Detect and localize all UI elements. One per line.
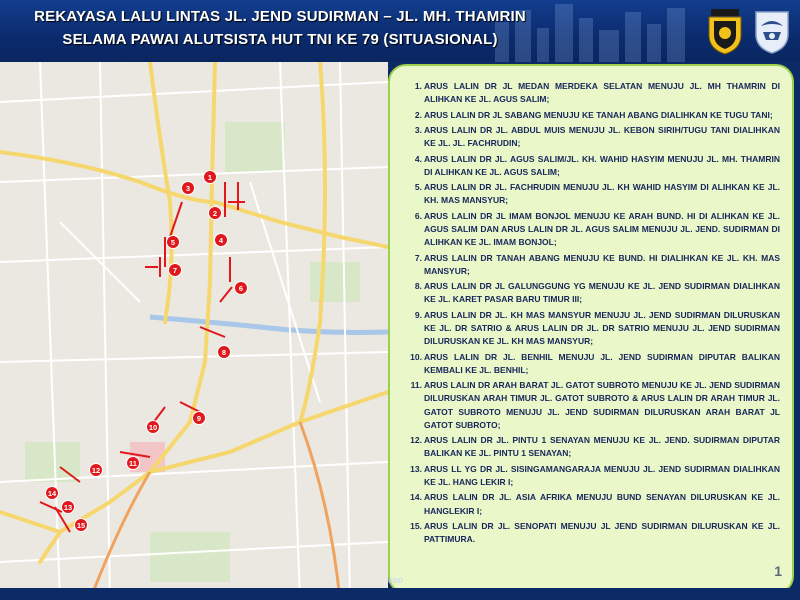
instruction-text: ARUS LALIN DR JL IMAM BONJOL MENUJU KE ARAH BUND. HI DI ALIHKAN KE JL. AGUS SALIM DAN ARUS LALIN DR JL. AGUS SALIM MENUJU JL. JEND. SUDIRMAN DI ALIHKAN KE JL. IMAM BONJOL;	[424, 210, 780, 248]
instruction-number: 7.	[414, 252, 422, 263]
instruction-number: 3.	[414, 124, 422, 135]
instruction-text: ARUS LALIN DR JL. BENHIL MENUJU JL. JEND SUDIRMAN DIPUTAR BALIKAN KEMBALI KE JL. BENHIL;	[424, 351, 780, 375]
instruction-item-13	[402, 463, 780, 489]
map-marker-15[interactable]: 15	[74, 518, 88, 532]
instruction-item-2	[402, 109, 780, 122]
instruction-number: 5.	[414, 182, 422, 193]
instruction-text: ARUS LALIN DR JL. ASIA AFRIKA MENUJU BUND SENAYAN DILURUSKAN KE JL. HANGLEKIR I;	[424, 492, 780, 516]
map-marker-4[interactable]: 4	[214, 233, 228, 247]
footer-text: epo	[388, 575, 404, 585]
map-marker-12[interactable]: 12	[89, 463, 103, 477]
instruction-number: 2.	[414, 109, 422, 120]
map-marker-13[interactable]: 13	[61, 500, 75, 514]
instruction-item-11	[402, 379, 780, 432]
instruction-text: ARUS LALIN DR JL MEDAN MERDEKA SELATAN MENUJU JL. MH THAMRIN DI ALIHKAN KE JL. AGUS SALIM;	[424, 81, 780, 105]
page-title-line2: SELAMA PAWAI ALUTSISTA HUT TNI KE 79 (SITUASIONAL)	[62, 31, 498, 48]
instruction-item-4	[402, 153, 780, 179]
instruction-item-5	[402, 181, 780, 207]
instruction-number: 1.	[414, 81, 422, 91]
instruction-number: 11.	[410, 380, 422, 391]
instruction-item-1	[402, 80, 780, 106]
instruction-text: ARUS LALIN DR JL GALUNGGUNG YG MENUJU KE JL. JEND SUDIRMAN DIALIHKAN KE JL. KARET PASAR BARU TIMUR III;	[424, 281, 780, 305]
instruction-number: 15.	[410, 520, 422, 531]
map-marker-14[interactable]: 14	[45, 486, 59, 500]
instruction-number: 9.	[414, 309, 422, 320]
map-marker-9[interactable]: 9	[192, 411, 206, 425]
map-marker-5[interactable]: 5	[166, 235, 180, 249]
instruction-number: 10.	[410, 351, 422, 362]
map-marker-2[interactable]: 2	[208, 206, 222, 220]
instruction-item-8	[402, 280, 780, 306]
instruction-text: ARUS LALIN DR JL. KH MAS MANSYUR MENUJU JL. JEND SUDIRMAN DILURUSKAN KE JL. DR SATRIO & ARUS LALIN DR JL. DR SATRIO MENUJU JL. JEND SUDIRMAN DILURUSKAN KE JL. KH MAS MANSYUR;	[424, 309, 780, 347]
instruction-number: 6.	[414, 210, 422, 221]
instruction-item-12	[402, 434, 780, 460]
footer-strip	[0, 588, 800, 600]
instruction-text: ARUS LALIN DR JL. AGUS SALIM/JL. KH. WAHID HASYIM MENUJU JL. MH. THAMRIN DI ALIHKAN KE JL. AGUS SALIM;	[424, 153, 780, 177]
instruction-item-14	[402, 491, 780, 517]
page-title-line1: REKAYASA LALU LINTAS JL. JEND SUDIRMAN – JL. MH. THAMRIN	[34, 8, 526, 25]
instruction-text: ARUS LALIN DR JL SABANG MENUJU KE TANAH ABANG DIALIHKAN KE TUGU TANI;	[424, 109, 773, 120]
instruction-item-10	[402, 351, 780, 377]
map-roads-layer	[0, 62, 388, 600]
traffic-police-logo	[752, 8, 792, 54]
instruction-item-9	[402, 309, 780, 349]
map-marker-3[interactable]: 3	[181, 181, 195, 195]
instruction-number: 8.	[414, 281, 422, 292]
police-metro-logo	[706, 9, 744, 55]
instruction-number: 12.	[410, 435, 422, 446]
map-marker-7[interactable]: 7	[168, 263, 182, 277]
instruction-item-3	[402, 124, 780, 150]
instruction-number: 13.	[410, 463, 422, 474]
page-number: 1	[774, 563, 782, 579]
instruction-item-7	[402, 252, 780, 278]
instruction-text: ARUS LALIN DR JL. PINTU 1 SENAYAN MENUJU KE JL. JEND. SUDIRMAN DIPUTAR BALIKAN KE JL. PINTU 1 SENAYAN;	[424, 435, 780, 459]
map-marker-6[interactable]: 6	[234, 281, 248, 295]
instruction-text: ARUS LALIN DR JL. SENOPATI MENUJU JL JEND SUDIRMAN DILURUSKAN KE JL. PATTIMURA.	[424, 520, 780, 545]
instruction-text: ARUS LALIN DR JL. FACHRUDIN MENUJU JL. KH WAHID HASYIM DI ALIHKAN KE JL. KH. MAS MANSYUR;	[424, 182, 780, 206]
instruction-text: ARUS LALIN DR ARAH BARAT JL. GATOT SUBROTO MENUJU KE JL. JEND SUDIRMAN DILURUSKAN ARAH TIMUR JL. GATOT SUBROTO & ARUS LALIN DR ARAH TIMUR JL. GATOT SUBROTO MENUJU JL. JEND SUDIRMAN DILURUSKAN ARAH BARAT JL GATOT SUBROTO;	[424, 380, 780, 430]
instruction-number: 4.	[414, 153, 422, 164]
instructions-list	[402, 80, 780, 546]
map-marker-8[interactable]: 8	[217, 345, 231, 359]
traffic-map[interactable]	[0, 62, 388, 600]
instruction-text: ARUS LALIN DR JL. ABDUL MUIS MENUJU JL. KEBON SIRIH/TUGU TANI DIALIHKAN KE JL. JL. FACHRUDIN;	[424, 124, 780, 149]
header-banner	[0, 0, 800, 62]
map-marker-11[interactable]: 11	[126, 456, 140, 470]
instructions-panel	[388, 64, 794, 594]
instruction-text: ARUS LALIN DR TANAH ABANG MENUJU KE BUND. HI DIALIHKAN KE JL. KH. MAS MANSYUR;	[424, 252, 780, 276]
map-marker-10[interactable]: 10	[146, 420, 160, 434]
instruction-item-15	[402, 520, 780, 546]
instruction-text: ARUS LL YG DR JL. SISINGAMANGARAJA MENUJU JL. JEND SUDIRMAN DIALIHKAN KE JL. HANG LEKIR I;	[424, 463, 780, 487]
instruction-item-6	[402, 210, 780, 250]
instruction-number: 14.	[410, 492, 422, 503]
map-marker-1[interactable]: 1	[203, 170, 217, 184]
